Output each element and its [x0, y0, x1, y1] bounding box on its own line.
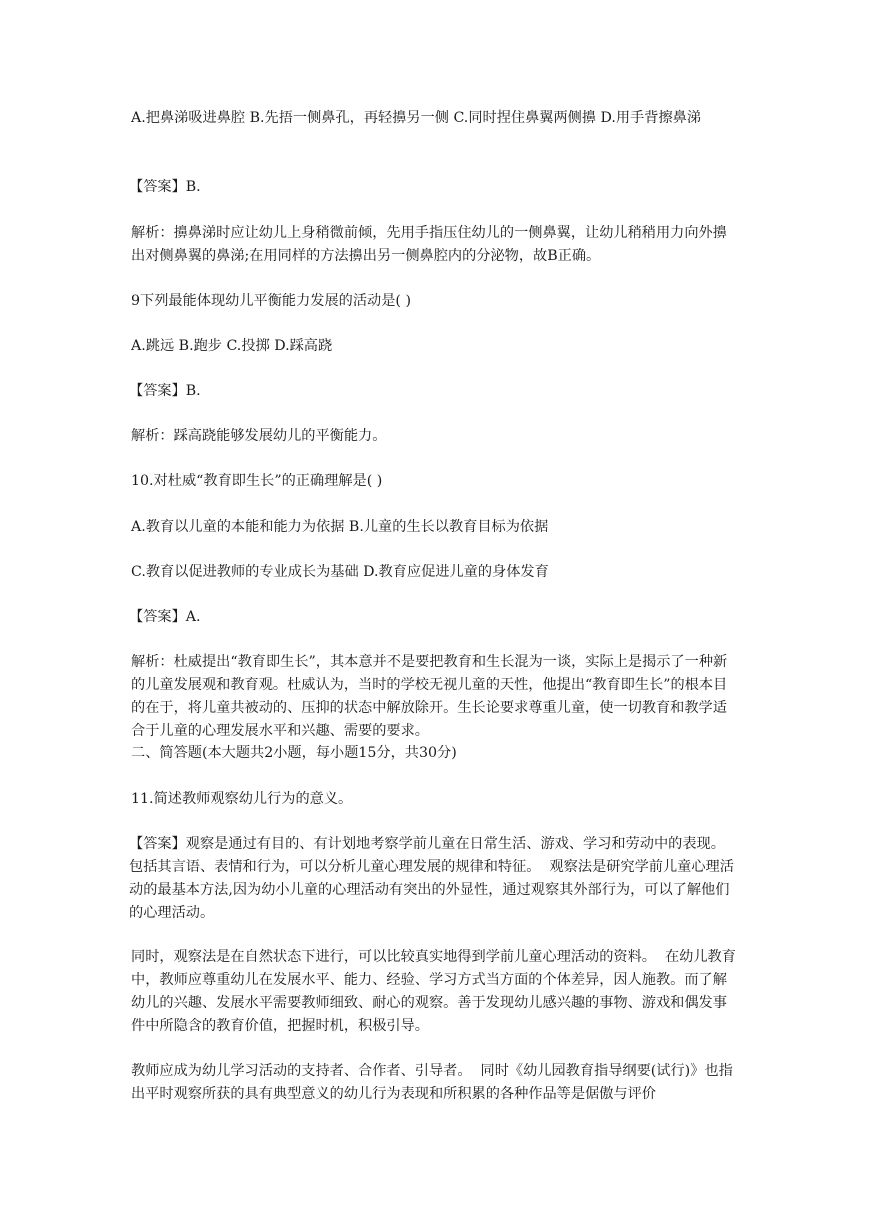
q10-answer: 【答案】A.: [129, 609, 201, 625]
q11-question: 11.简述教师观察幼儿行为的意义。: [131, 791, 353, 807]
q8-answer: 【答案】B.: [129, 179, 201, 195]
q9-analysis: 解析：踩高跷能够发展幼儿的平衡能力。: [131, 428, 387, 444]
section2-heading: 二、简答题(本大题共2小题，每小题15分，共30分): [131, 745, 457, 761]
q10-analysis: 解析：杜威提出“教育即生长”，其本意并不是要把教育和生长混为一谈，实际上是揭示了一种新的儿童发展观和教育观。杜威认为，当时的学校无视儿童的天性，他提出“教育即生长”的根本目的在于，将儿童共被动的、压抑的状态中解放除开。生长论要求尊重儿童，使一切教育和教学适合于儿童的心理发展水平和兴趣、需要的要求。: [131, 654, 728, 739]
q11-answer-p1: 【答案】观察是通过有目的、有计划地考察学前儿童在日常生活、游戏、学习和劳动中的表现。包括其言语、表情和行为，可以分析儿童心理发展的规律和特征。 观察法是研究学前儿童心理活动的最基本方法,因为幼小儿童的心理活动有突出的外显性，通过观察其外部行为，可以了解他们的心理活动。: [129, 836, 734, 921]
q9-question: 9下列最能体现幼儿平衡能力发展的活动是( ): [131, 293, 411, 309]
q10-options-line1: A.教育以儿童的本能和能力为依据 B.儿童的生长以教育目标为依据: [131, 519, 549, 535]
q10-options-line2: C.教育以促进教师的专业成长为基础 D.教育应促进儿童的身体发育: [131, 564, 549, 580]
q11-answer-p2: 同时，观察法是在自然状态下进行，可以比较真实地得到学前儿童心理活动的资料。 在幼儿教育中，教师应尊重幼儿在发展水平、能力、经验、学习方式当方面的个体差异，因人施教。而了解幼儿的兴趣、发展水平需要教师细致、耐心的观察。善于发现幼儿感兴趣的事物、游戏和偶发事件中所隐含的教育价值，把握时机，积极引导。: [131, 949, 736, 1034]
q10-question: 10.对杜威“教育即生长”的正确理解是( ): [131, 473, 383, 489]
q8-analysis: 解析：擤鼻涕时应让幼儿上身稍微前倾，先用手指压住幼儿的一侧鼻翼，让幼儿稍稍用力向外擤出对侧鼻翼的鼻涕;在用同样的方法擤出另一侧鼻腔内的分泌物，故B正确。: [131, 225, 727, 264]
q9-answer: 【答案】B.: [129, 383, 201, 399]
q9-options: A.跳远 B.跑步 C.投掷 D.踩高跷: [131, 338, 333, 354]
q11-answer-p3: 教师应成为幼儿学习活动的支持者、合作者、引导者。 同时《幼儿园教育指导纲要(试行)》也指出平时观察所获的具有典型意义的幼儿行为表现和所积累的各种作品等是倨傲与评价: [131, 1063, 733, 1102]
q8-options: A.把鼻涕吸进鼻腔 B.先捂一侧鼻孔，再轻擤另一侧 C.同时捏住鼻翼两侧擤 D.用手背擦鼻涕: [131, 110, 702, 126]
